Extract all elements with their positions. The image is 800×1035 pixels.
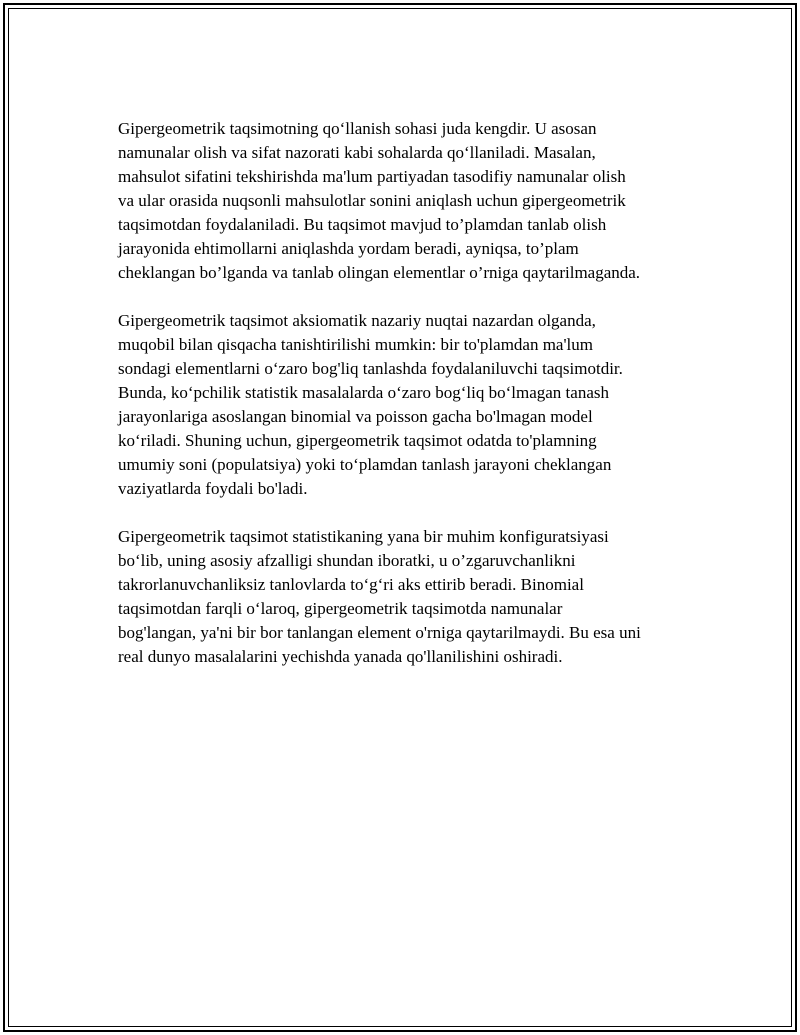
text-line: sondagi elementlarni o‘zaro bog'liq tanlashda foydalaniluvchi taqsimotdir. <box>118 359 623 378</box>
text-line: bo‘lib, uning asosiy afzalligi shundan iboratki, u o’zgaruvchanlikni <box>118 551 576 570</box>
text-line: takrorlanuvchanliksiz tanlovlarda to‘g‘ri aks ettirib beradi. Binomial <box>118 575 584 594</box>
paragraph-2 <box>118 309 694 501</box>
text-line: vaziyatlarda foydali bo'ladi. <box>118 479 308 498</box>
text-line: taqsimotdan foydalaniladi. Bu taqsimot mavjud to’plamdan tanlab olish <box>118 215 607 234</box>
document-body <box>118 117 694 693</box>
text-line: taqsimotdan farqli o‘laroq, gipergeometrik taqsimotda namunalar <box>118 599 563 618</box>
text-line: cheklangan bo’lganda va tanlab olingan elementlar o’rniga qaytarilmaganda. <box>118 263 641 282</box>
text-line: mahsulot sifatini tekshirishda ma'lum partiyadan tasodifiy namunalar olish <box>118 167 626 186</box>
text-line: Bunda, ko‘pchilik statistik masalalarda o‘zaro bog‘liq bo‘lmagan tanash <box>118 383 609 402</box>
paragraph-1 <box>118 117 694 285</box>
text-line: ko‘riladi. Shuning uchun, gipergeometrik taqsimot odatda to'plamning <box>118 431 597 450</box>
text-line: Gipergeometrik taqsimot aksiomatik nazariy nuqtai nazardan olganda, <box>118 311 596 330</box>
paragraph-3 <box>118 525 694 669</box>
text-line: real dunyo masalalarini yechishda yanada qo'llanilishini oshiradi. <box>118 647 563 666</box>
text-line: umumiy soni (populatsiya) yoki to‘plamdan tanlash jarayoni cheklangan <box>118 455 612 474</box>
text-line: jarayonida ehtimollarni aniqlashda yordam beradi, ayniqsa, to’plam <box>118 239 579 258</box>
text-line: jarayonlariga asoslangan binomial va poisson gacha bo'lmagan model <box>118 407 593 426</box>
text-line: namunalar olish va sifat nazorati kabi sohalarda qo‘llaniladi. Masalan, <box>118 143 596 162</box>
text-line: Gipergeometrik taqsimot statistikaning yana bir muhim konfiguratsiyasi <box>118 527 609 546</box>
text-line: va ular orasida nuqsonli mahsulotlar sonini aniqlash uchun gipergeometrik <box>118 191 626 210</box>
text-line: Gipergeometrik taqsimotning qo‘llanish sohasi juda kengdir. U asosan <box>118 119 597 138</box>
text-line: muqobil bilan qisqacha tanishtirilishi mumkin: bir to'plamdan ma'lum <box>118 335 593 354</box>
text-line: bog'langan, ya'ni bir bor tanlangan element o'rniga qaytarilmaydi. Bu esa uni <box>118 623 641 642</box>
